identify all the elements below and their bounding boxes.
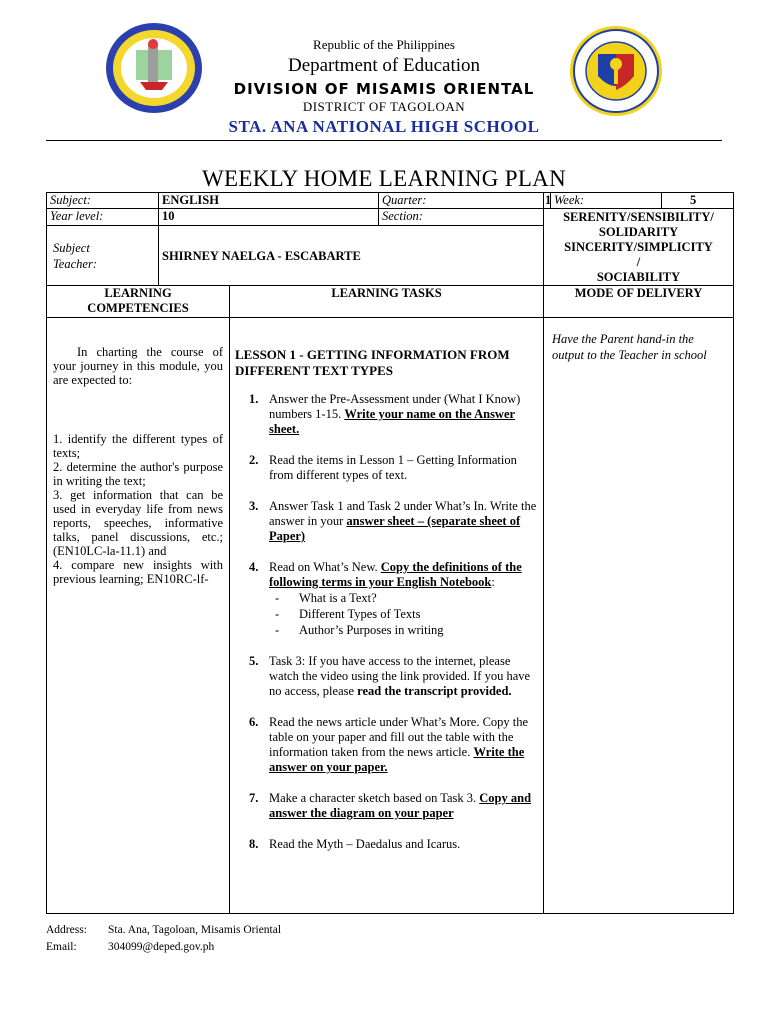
week-label: Week: xyxy=(551,193,662,209)
task-item: 5. Task 3: If you have access to the internet, please watch the video using the link provided. If you have no access, please read the transcript provided. xyxy=(249,654,531,698)
term-sublist xyxy=(235,590,539,638)
subject-label: Subject: xyxy=(47,193,159,209)
competencies-intro: In charting the course of your journey in this module, you are expected to: xyxy=(53,345,223,387)
quarter-label: Quarter: xyxy=(379,193,544,209)
task-item: 7. Make a character sketch based on Task 3. Copy and answer the diagram on your paper xyxy=(249,791,532,820)
division-line: DIVISION OF MISAMIS ORIENTAL xyxy=(233,80,535,98)
mode-header: MODE OF DELIVERY xyxy=(544,286,734,318)
term-item: - Author’s Purposes in writing xyxy=(275,623,444,637)
learning-plan-table xyxy=(46,192,734,914)
competency-item: 3. get information that can be used in everyday life from news reports, speeches, informative talks, panel discussions, etc.; (EN10LC-la-11.1) and xyxy=(53,488,223,558)
tasks-header: LEARNING TASKS xyxy=(230,286,544,318)
page-title: WEEKLY HOME LEARNING PLAN xyxy=(202,166,566,191)
quarter-value: 1 xyxy=(545,193,552,207)
republic-line: Republic of the Philippines xyxy=(313,37,455,52)
district-line: DISTRICT OF TAGOLOAN xyxy=(302,99,466,114)
competency-item: 2. determine the author's purpose in writing the text; xyxy=(53,460,223,488)
competency-item: 1. identify the different types of texts; xyxy=(53,432,223,460)
email-value: 304099@deped.gov.ph xyxy=(108,941,215,953)
task-item: 4. Read on What’s New. Copy the definitions of the following terms in your English Notebook: xyxy=(249,560,522,589)
header-divider xyxy=(46,140,722,141)
tasks-cell xyxy=(230,318,544,914)
school-name: STA. ANA NATIONAL HIGH SCHOOL xyxy=(228,117,540,136)
task-item: 3. Answer Task 1 and Task 2 under What’s In. Write the answer in your answer sheet – (separate sheet of Paper) xyxy=(249,499,537,543)
week-value: 5 xyxy=(662,193,734,209)
task-item: 1. Answer the Pre-Assessment under (What I Know) numbers 1-15. Write your name on the Answer sheet. xyxy=(249,392,521,436)
term-item: - Different Types of Texts xyxy=(275,607,421,621)
lesson-title: LESSON 1 - GETTING INFORMATION FROM DIFFERENT TEXT TYPES xyxy=(235,347,510,378)
email-label: Email: xyxy=(46,941,77,953)
teacher-value: SHIRNEY NAELGA - ESCABARTE xyxy=(159,226,544,286)
subject-value: ENGLISH xyxy=(159,193,379,209)
task-item: 8. Read the Myth – Daedalus and Icarus. xyxy=(249,837,461,851)
section-label: Section: xyxy=(379,209,544,226)
task-item: 6. Read the news article under What’s More. Copy the table on your paper and fill out the table with the information taken from the news article. Write the answer on your paper. xyxy=(249,715,529,774)
competencies-header: LEARNING COMPETENCIES xyxy=(47,286,230,318)
department-line: Department of Education xyxy=(287,55,481,76)
teacher-label: Subject Teacher: xyxy=(47,226,159,286)
mode-of-delivery-cell: Have the Parent hand-in the output to the Teacher in school xyxy=(544,318,734,914)
competency-item: 4. compare new insights with previous learning; EN10RC-lf- xyxy=(53,558,223,586)
task-item: 2. Read the items in Lesson 1 – Getting Information from different types of text. xyxy=(249,453,517,482)
term-item: - What is a Text? xyxy=(275,591,377,605)
year-label: Year level: xyxy=(47,209,159,226)
address-value: Sta. Ana, Tagoloan, Misamis Oriental xyxy=(108,924,282,936)
competencies-cell xyxy=(47,318,230,914)
section-value: SERENITY/SENSIBILITY/ SOLIDARITY SINCERITY/SIMPLICITY / SOCIABILITY xyxy=(544,209,734,286)
year-value: 10 xyxy=(159,209,379,226)
address-label: Address: xyxy=(46,924,87,936)
